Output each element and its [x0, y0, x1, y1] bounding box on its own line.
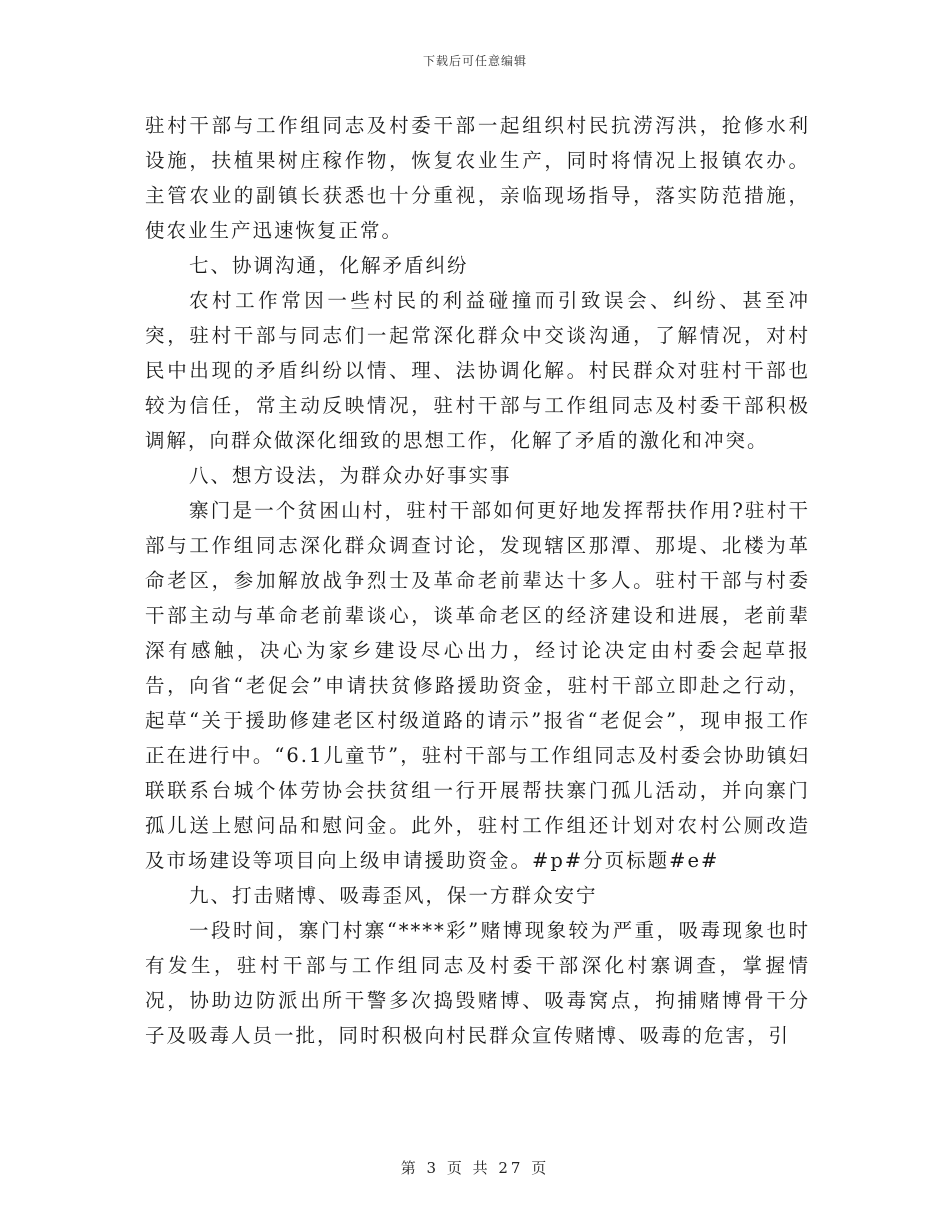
- page-footer: 第 3 页 共 27 页: [400, 1159, 550, 1177]
- page-header: 下载后可任意编辑: [422, 54, 527, 68]
- paragraph: 一段时间，寨门村寨“****彩”赌博现象较为严重，吸毒现象也时有发生，驻村干部与工作组同志及村委干部深化村寨调查，掌握情况，协助边防派出所干警多次捣毁赌博、吸毒窝点，拘捕赌博骨干分子及吸毒人员一批，同时积极向村民群众宣传赌博、吸毒的危害，引: [145, 919, 810, 1047]
- section-heading: 九、打击赌博、吸毒歪风，保一方群众安宁: [189, 884, 598, 907]
- paragraph: 驻村干部与工作组同志及村委干部一起组织村民抗涝泻洪，抢修水利设施，扶植果树庄稼作物，恢复农业生产，同时将情况上报镇农办。主管农业的副镇长获悉也十分重视，亲临现场指导，落实防范措施，使农业生产迅速恢复正常。: [145, 114, 810, 242]
- paragraph: 寨门是一个贫困山村，驻村干部如何更好地发挥帮扶作用?驻村干部与工作组同志深化群众调查讨论，发现辖区那潭、那堤、北楼为革命老区，参加解放战争烈士及革命老前辈达十多人。驻村干部与村委干部主动与革命老前辈谈心，谈革命老区的经济建设和进展，老前辈深有感触，决心为家乡建设尽心出力，经讨论决定由村委会起草报告，向省“老促会”申请扶贫修路援助资金，驻村干部立即赴之行动，起草“关于援助修建老区村级道路的请示”报省“老促会”，现申报工作正在进行中。“6.1儿童节”，驻村干部与工作组同志及村委会协助镇妇联联系台城个体劳协会扶贫组一行开展帮扶寨门孤儿活动，并向寨门孤儿送上慰问品和慰问金。此外，驻村工作组还计划对农村公厕改造及市场建设等项目向上级申请援助资金。#p#分页标题#e#: [145, 499, 810, 872]
- body-text: [145, 108, 810, 1053]
- section-heading: 七、协调沟通，化解矛盾纠纷: [189, 254, 469, 277]
- paragraph: 农村工作常因一些村民的利益碰撞而引致误会、纠纷、甚至冲突，驻村干部与同志们一起常深化群众中交谈沟通，了解情况，对村民中出现的矛盾纠纷以情、理、法协调化解。村民群众对驻村干部也较为信任，常主动反映情况，驻村干部与工作组同志及村委干部积极调解，向群众做深化细致的思想工作，化解了矛盾的激化和冲突。: [145, 289, 810, 452]
- section-heading: 八、想方设法，为群众办好事实事: [189, 464, 512, 487]
